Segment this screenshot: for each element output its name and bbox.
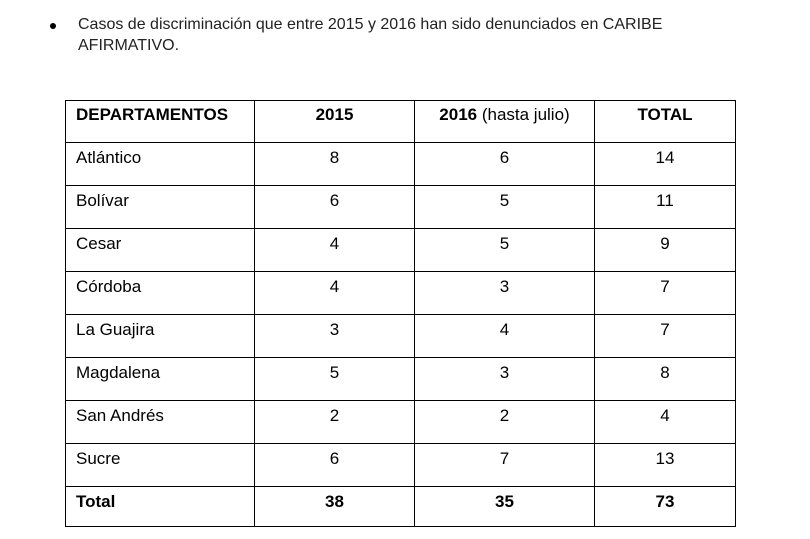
cell-dept: Atlántico [66, 143, 255, 186]
bullet-text: Casos de discriminación que entre 2015 y 2016 han sido denunciados en CARIBE AFIRMATIVO. [78, 16, 663, 54]
cell-dept: Bolívar [66, 186, 255, 229]
cell-grand-total: 73 [595, 487, 736, 527]
header-2016-year: 2016 [439, 105, 478, 124]
cell-2016: 6 [415, 143, 595, 186]
cell-dept: Sucre [66, 444, 255, 487]
cell-dept: La Guajira [66, 315, 255, 358]
header-departamentos: DEPARTAMENTOS [66, 101, 255, 143]
header-2016 [415, 101, 595, 143]
cell-total: 11 [595, 186, 736, 229]
cell-2016: 5 [415, 186, 595, 229]
cell-total: 9 [595, 229, 736, 272]
bullet-dot-icon [50, 23, 56, 29]
cell-2016: 5 [415, 229, 595, 272]
table-header-row [66, 101, 736, 143]
table-row [66, 444, 736, 487]
header-total: TOTAL [595, 101, 736, 143]
cell-2016: 2 [415, 401, 595, 444]
cell-2015: 6 [255, 444, 415, 487]
cell-2015: 4 [255, 229, 415, 272]
cell-2016: 3 [415, 272, 595, 315]
cell-total: 4 [595, 401, 736, 444]
cell-dept: Cesar [66, 229, 255, 272]
cell-2016: 3 [415, 358, 595, 401]
table-row [66, 315, 736, 358]
header-2015: 2015 [255, 101, 415, 143]
cell-total-label: Total [66, 487, 255, 527]
cell-2015: 5 [255, 358, 415, 401]
cell-dept: Magdalena [66, 358, 255, 401]
cell-total-2015: 38 [255, 487, 415, 527]
table-total-row [66, 487, 736, 527]
cell-total: 7 [595, 315, 736, 358]
table-row [66, 401, 736, 444]
cell-2016: 7 [415, 444, 595, 487]
cell-total-2016: 35 [415, 487, 595, 527]
cell-2015: 3 [255, 315, 415, 358]
cell-total: 7 [595, 272, 736, 315]
cell-2015: 4 [255, 272, 415, 315]
table-row [66, 229, 736, 272]
cell-dept: Córdoba [66, 272, 255, 315]
cell-total: 13 [595, 444, 736, 487]
cell-dept: San Andrés [66, 401, 255, 444]
table-row [66, 358, 736, 401]
cell-2015: 8 [255, 143, 415, 186]
table-row [66, 143, 736, 186]
cell-total: 8 [595, 358, 736, 401]
discrimination-cases-table [65, 100, 736, 527]
cell-2016: 4 [415, 315, 595, 358]
cell-total: 14 [595, 143, 736, 186]
cell-2015: 6 [255, 186, 415, 229]
header-2016-note: (hasta julio) [477, 105, 570, 124]
table-row [66, 186, 736, 229]
cell-2015: 2 [255, 401, 415, 444]
bullet-item [50, 14, 750, 56]
table-row [66, 272, 736, 315]
